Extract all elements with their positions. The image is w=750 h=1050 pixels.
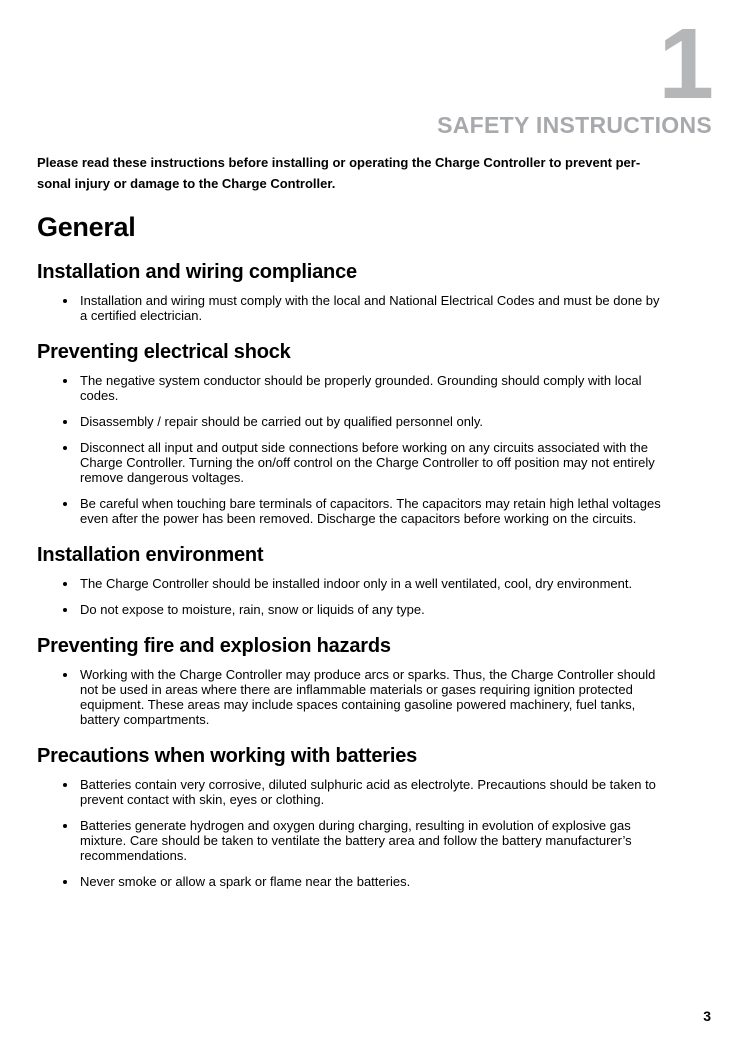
section-heading: Preventing electrical shock bbox=[37, 341, 291, 363]
section bbox=[37, 340, 712, 526]
bullet-item: • Batteries generate hydrogen and oxygen during charging, resulting in evolution of explosive gas mixture. Care should be taken to ventilate the battery area and follow the battery manufacturer’s recommendations. bbox=[78, 818, 670, 863]
bullet-item: • Installation and wiring must comply with the local and National Electrical Codes and must be done by a certified electrician. bbox=[78, 293, 670, 323]
section-heading: Installation environment bbox=[37, 544, 264, 566]
bullet-list bbox=[37, 293, 712, 323]
chapter-title: SAFETY INSTRUCTIONS bbox=[437, 112, 712, 138]
page-number: 3 bbox=[703, 1008, 711, 1024]
sections-container bbox=[37, 260, 712, 889]
section bbox=[37, 543, 712, 617]
bullet-list bbox=[37, 777, 712, 889]
bullet-item: • The negative system conductor should be properly grounded. Grounding should comply with local codes. bbox=[78, 373, 670, 403]
bullet-list bbox=[37, 373, 712, 526]
section-heading: Precautions when working with batteries bbox=[37, 745, 418, 767]
bullet-list bbox=[37, 576, 712, 617]
section-heading: Installation and wiring compliance bbox=[37, 261, 357, 283]
section bbox=[37, 634, 712, 727]
bullet-item: • The Charge Controller should be installed indoor only in a well ventilated, cool, dry environment. bbox=[78, 576, 670, 591]
intro-line-2: sonal injury or damage to the Charge Controller. bbox=[37, 176, 336, 191]
bullet-item: • Be careful when touching bare terminals of capacitors. The capacitors may retain high lethal voltages even after the power has been removed. Discharge the capacitors before working on the circuits. bbox=[78, 496, 670, 526]
bullet-item: • Do not expose to moisture, rain, snow or liquids of any type. bbox=[78, 602, 670, 617]
bullet-item: • Batteries contain very corrosive, diluted sulphuric acid as electrolyte. Precautions should be taken to prevent contact with skin, eyes or clothing. bbox=[78, 777, 670, 807]
bullet-item: • Disconnect all input and output side connections before working on any circuits associated with the Charge Controller. Turning the on/off control on the Charge Controller to off position may not entirely remove dangerous voltages. bbox=[78, 440, 670, 485]
bullet-item: • Disassembly / repair should be carried out by qualified personnel only. bbox=[78, 414, 670, 429]
intro-line-1: Please read these instructions before installing or operating the Charge Controller to prevent per- bbox=[37, 155, 641, 170]
chapter-number: 1 bbox=[658, 8, 712, 120]
intro-paragraph bbox=[37, 152, 687, 194]
bullet-item: • Never smoke or allow a spark or flame near the batteries. bbox=[78, 874, 670, 889]
bullet-list bbox=[37, 667, 712, 727]
section bbox=[37, 260, 712, 323]
main-heading: General bbox=[37, 212, 136, 242]
chapter-header bbox=[37, 0, 712, 138]
section bbox=[37, 744, 712, 889]
section-heading: Preventing fire and explosion hazards bbox=[37, 635, 391, 657]
bullet-item: • Working with the Charge Controller may produce arcs or sparks. Thus, the Charge Controller should not be used in areas where there are inflammable materials or gases requiring ignition protected equipment. These areas may include spaces containing gasoline powered machinery, fuel tanks, battery compartments. bbox=[78, 667, 670, 727]
